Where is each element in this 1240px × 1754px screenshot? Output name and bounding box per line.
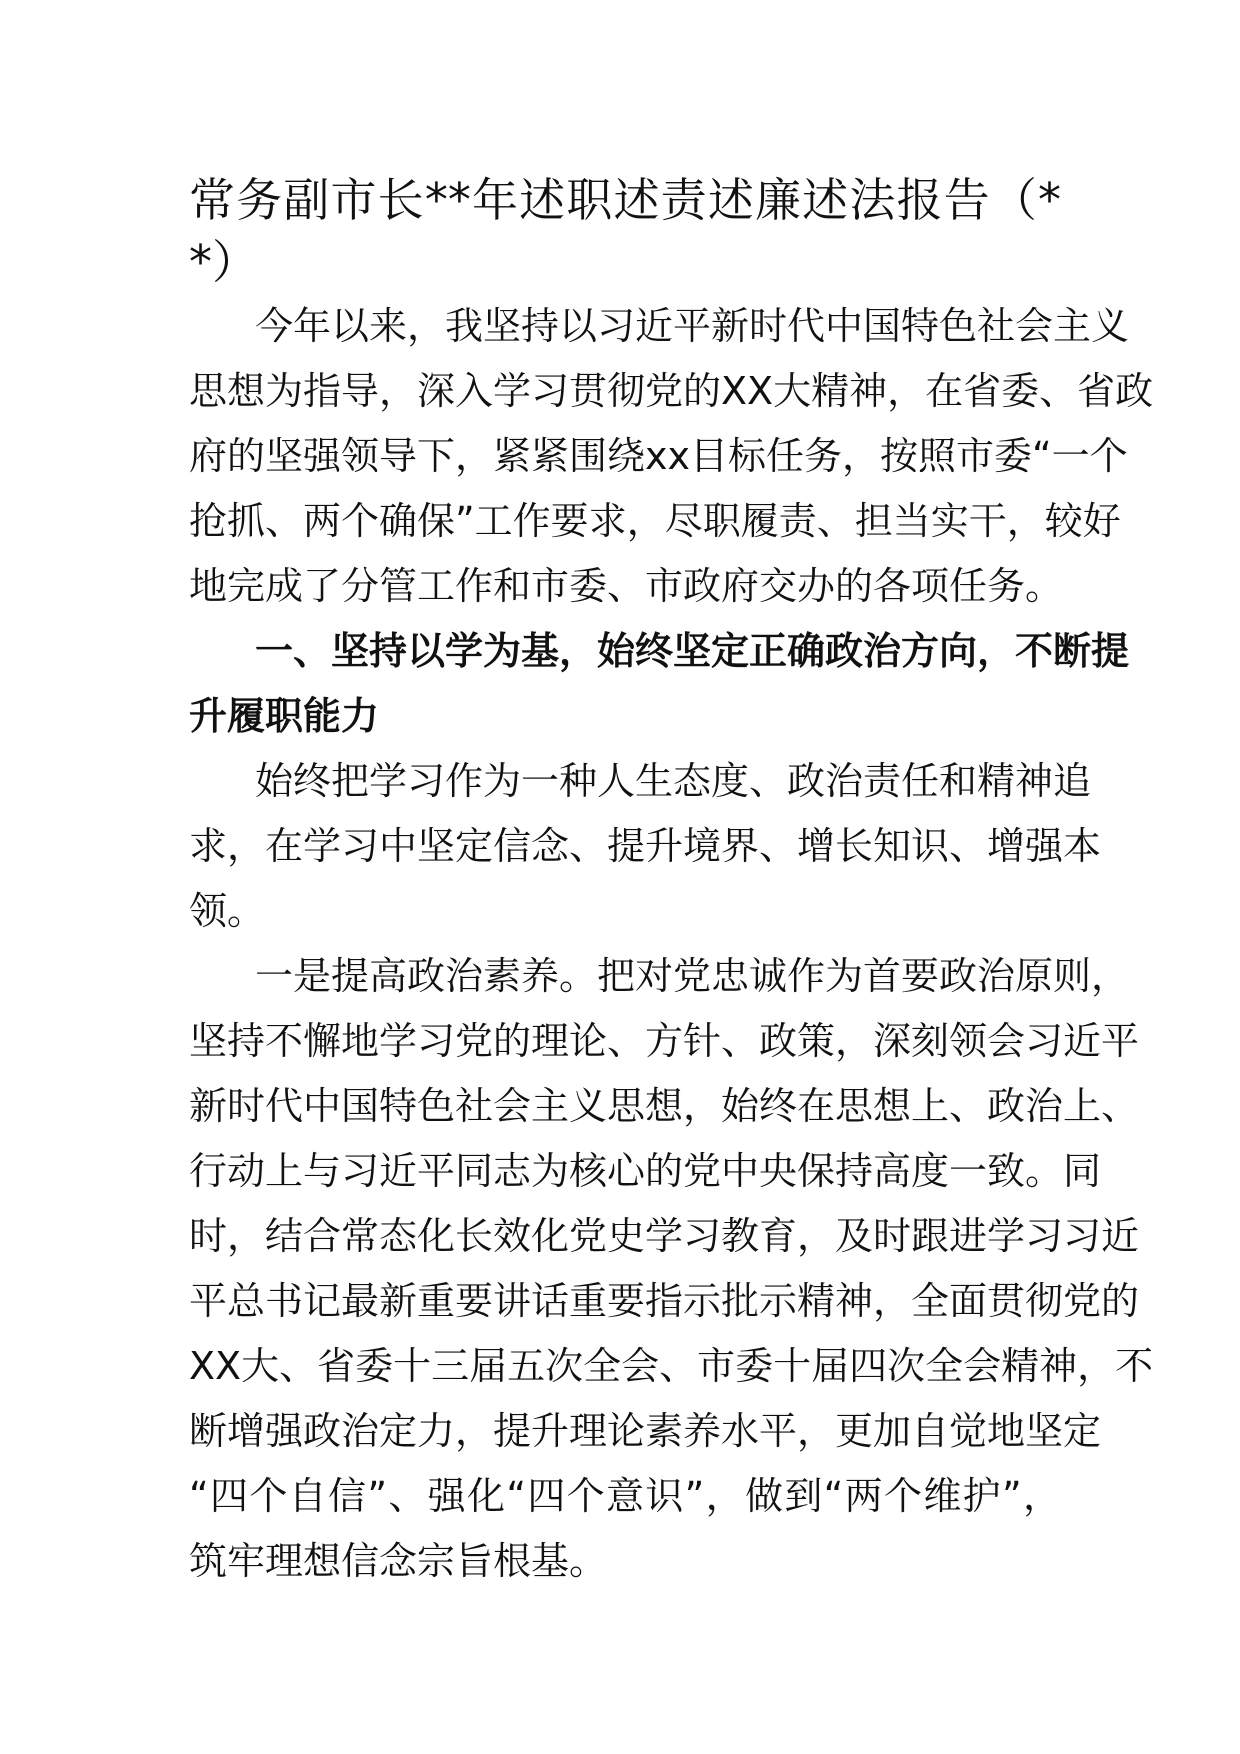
text-line: 领。 [189, 889, 266, 933]
text-line: 抢抓、两个确保”工作要求，尽职履责、担当实干，较好 [189, 499, 1121, 543]
text-line: 坚持不懈地学习党的理论、方针、政策，深刻领会习近平 [189, 1019, 1140, 1063]
text-line: 一是提高政治素养。把对党忠诚作为首要政治原则， [255, 954, 1130, 998]
text-line: 地完成了分管工作和市委、市政府交办的各项任务。 [189, 564, 1064, 608]
text-line: 时，结合常态化长效化党史学习教育，及时跟进学习习近 [189, 1214, 1140, 1258]
text-line: 求，在学习中坚定信念、提升境界、增长知识、增强本 [189, 824, 1102, 868]
text-line: 思想为指导，深入学习贯彻党的XX大精神，在省委、省政 [189, 369, 1154, 413]
paragraph-study [189, 749, 1102, 944]
text-line: 平总书记最新重要讲话重要指示批示精神，全面贯彻党的 [189, 1279, 1140, 1323]
heading-line: 升履职能力 [189, 694, 380, 738]
document-title [189, 168, 1061, 292]
text-line: 今年以来，我坚持以习近平新时代中国特色社会主义 [255, 304, 1130, 348]
text-line: 筑牢理想信念宗旨根基。 [189, 1539, 608, 1583]
title-line: *） [189, 235, 258, 289]
paragraph-political-literacy [189, 944, 1154, 1594]
text-line: 新时代中国特色社会主义思想，始终在思想上、政治上、 [189, 1084, 1140, 1128]
document-body [189, 294, 1154, 1594]
text-line: 行动上与习近平同志为核心的党中央保持高度一致。同 [189, 1149, 1102, 1193]
text-line: XX大、省委十三届五次全会、市委十届四次全会精神，不 [189, 1344, 1154, 1388]
text-line: 断增强政治定力，提升理论素养水平，更加自觉地坚定 [189, 1409, 1102, 1453]
section-heading [189, 619, 1130, 749]
text-line: 始终把学习作为一种人生态度、政治责任和精神追 [255, 759, 1092, 803]
heading-line: 一、坚持以学为基，始终坚定正确政治方向，不断提 [255, 629, 1130, 673]
text-line: “四个自信”、强化“四个意识”，做到“两个维护”， [189, 1474, 1061, 1518]
paragraph-intro [189, 294, 1154, 619]
title-line: 常务副市长**年述职述责述廉述法报告（* [189, 173, 1061, 227]
text-line: 府的坚强领导下，紧紧围绕xx目标任务，按照市委“一个 [189, 434, 1128, 478]
